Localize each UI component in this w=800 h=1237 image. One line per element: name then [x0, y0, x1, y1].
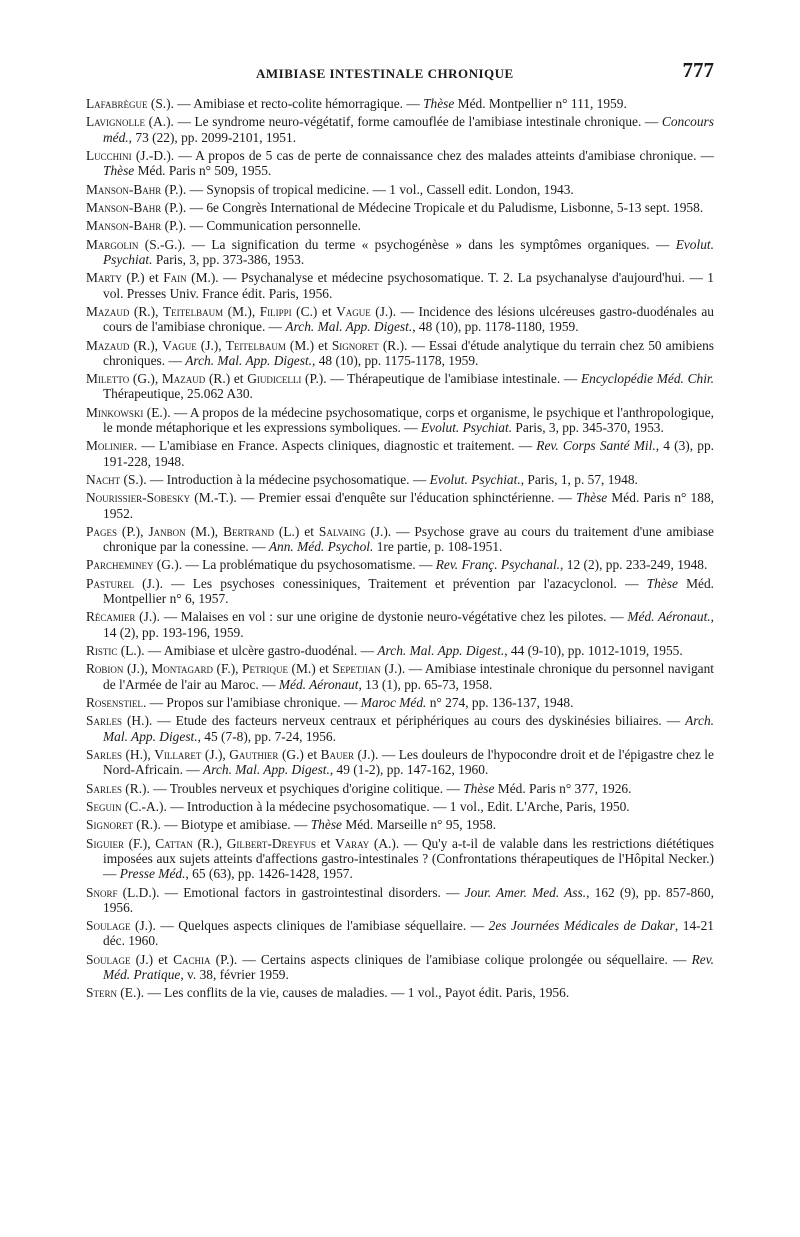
author-name: Janbon [148, 523, 186, 539]
entry-text: (S.). — Introduction à la médecine psychosomatique. — [120, 471, 430, 487]
entry-text: Méd. Montpellier n° 6, 1957. [103, 575, 714, 607]
author-name: Manson-Bahr [86, 199, 162, 215]
author-name: Mazaud [161, 371, 206, 387]
source-title: Maroc Méd. [360, 695, 427, 711]
entry-text: , 45 (7-8), pp. 7-24, 1956. [197, 728, 336, 744]
author-name: Siguier [86, 835, 124, 851]
author-name: Signoret [331, 337, 379, 353]
entry-text: Méd. Paris n° 188, 1952. [103, 490, 714, 521]
entry-text: , 48 (10), pp. 1175-1178, 1959. [312, 352, 479, 368]
author-name: Villaret [154, 747, 202, 763]
source-title: Thèse [103, 163, 135, 179]
author-name: Marty [86, 270, 122, 286]
entry-text: (R.). — Biotype et amibiase. — [132, 817, 311, 833]
entry-text: (P.). — Synopsis of tropical medicine. — 1 vol., Cassell edit. London, 1943. [161, 181, 574, 197]
entry-text: (J.), [201, 747, 230, 763]
author-name: Manson-Bahr [86, 181, 162, 197]
bibliography-entry [86, 338, 714, 368]
entry-text: (A.). — Le syndrome neuro-végétatif, forme camouflée de l'amibiase intestinale chronique. — [145, 114, 662, 130]
author-name: Bertrand [223, 523, 274, 539]
bibliography-entry [86, 200, 714, 215]
source-title: Rev. Corps Santé Mil. [536, 438, 656, 454]
entry-text: , 162 (9), pp. 857-860, 1956. [103, 884, 714, 915]
source-title: Presse Méd. [119, 866, 186, 882]
entry-text: (F.), [123, 835, 156, 851]
entry-text: (H.). — Etude des facteurs nerveux centraux et périphériques au cours des dyskinésies biliaires. — [121, 713, 686, 729]
entry-text: (P.). — Certains aspects cliniques de l'amibiase colique prolongée ou séquellaire. — [210, 951, 692, 967]
bibliography-entry [86, 836, 714, 882]
author-name: Lafabrègue [86, 96, 148, 111]
source-title: Méd. Aéronaut. [627, 609, 711, 625]
source-title: Thèse [646, 575, 678, 591]
entry-text: Thérapeutique, 25.062 A30. [103, 386, 253, 402]
entry-text: (G.). — La problématique du psychosomatisme. — [153, 557, 436, 573]
entry-text: (C.-A.). — Introduction à la médecine psychosomatique. — 1 vol., Edit. L'Arche, Paris, 1950. [121, 799, 630, 815]
author-name: Signoret [86, 817, 133, 833]
author-name: Teitelbaum [162, 303, 224, 319]
entry-text: 1re partie, p. 108-1951. [373, 539, 503, 555]
entry-text: (R.), [129, 303, 163, 319]
bibliography-entry [86, 114, 714, 144]
entry-text: (A.). — Qu'y a-t-il de valable dans les restrictions diététiques imposées aux sujets atteints d'affections gastro-intestinales ? (Confrontations thérapeutiques de l'Hôpital Necker.) — [103, 835, 714, 882]
entry-text: Méd. Paris n° 509, 1955. [134, 163, 272, 179]
bibliography-entry [86, 490, 714, 520]
bibliography-entry [86, 148, 714, 178]
entry-text: (L.) et [273, 523, 319, 539]
entry-text: (M.), [185, 523, 224, 539]
author-name: Cattan [155, 835, 193, 851]
source-title: Arch. Mal. App. Digest. [285, 319, 413, 335]
entry-text: (H.), [121, 747, 155, 763]
source-title: Arch. Mal. App. Digest. [377, 643, 505, 659]
source-title: Evolut. Psychiat. [420, 419, 513, 435]
author-name: Snorf [86, 884, 118, 900]
author-name: Gilbert-Dreyfus [226, 835, 316, 851]
entry-text: (E.). — A propos de la médecine psychosomatique, corps et organisme, le psychique et l'anthropologique, le monde métaphorique et les expressions symboliques. — [103, 404, 714, 435]
author-name: Miletto [86, 371, 130, 387]
entry-text: (J.). — Incidence des lésions ulcéreuses gastro-duodénales au cours de l'amibiase chronique. — [103, 303, 714, 335]
entry-text: (R.), [129, 337, 163, 353]
source-title: Concours méd. [103, 114, 714, 145]
entry-text: (P.). — Communication personnelle. [161, 218, 362, 234]
entry-text: (J.), [123, 661, 152, 677]
entry-text: n° 274, pp. 136-137, 1948. [426, 695, 574, 711]
entry-text: (M.). — Psychanalyse et médecine psychosomatique. T. 2. La psychanalyse d'aujourd'hui. — 1 vol. Presses Univ. France édit. Paris, 1956. [103, 270, 715, 301]
source-title: Jour. Amer. Med. Ass. [464, 884, 587, 900]
author-name: Bauer [320, 747, 354, 763]
bibliography-entry [86, 524, 714, 554]
author-name: Pasturel [86, 575, 134, 591]
author-name: Seguin [86, 799, 122, 815]
entry-text: (R.). — Troubles nerveux et psychiques d'origine colitique. — [121, 780, 464, 796]
author-name: Salvaing [318, 523, 366, 539]
entry-text: , 48 (10), pp. 1178-1180, 1959. [412, 319, 579, 335]
author-name: Rosenstiel [86, 695, 143, 711]
entry-text: (P.), [116, 523, 149, 539]
author-name: Soulage [86, 951, 131, 967]
bibliography-list [86, 96, 714, 1001]
entry-text: , v. 38, février 1959. [180, 966, 289, 982]
author-name: Stern [86, 985, 117, 1001]
entry-text: (J.) et [130, 951, 174, 967]
author-name: Montagard [151, 661, 213, 677]
source-title: Thèse [576, 490, 608, 506]
document-page [86, 58, 714, 1004]
entry-text: (R.) et [205, 371, 248, 387]
entry-text: (J.), [196, 337, 226, 353]
entry-text: (R.), [192, 835, 227, 851]
page-header [86, 58, 714, 90]
bibliography-entry [86, 817, 714, 832]
author-name: Lucchini [86, 147, 132, 163]
source-title: Evolut. Psychiat. [103, 236, 714, 267]
author-name: Petrique [242, 661, 288, 677]
entry-text: (L.). — Amibiase et ulcère gastro-duodénal. — [117, 643, 378, 659]
entry-text: , 12 (2), pp. 233-249, 1948. [560, 557, 708, 573]
bibliography-entry [86, 952, 714, 982]
source-title: Méd. Aéronaut [278, 676, 359, 692]
entry-text: (M.) et [288, 661, 333, 677]
author-name: Sepetjian [332, 661, 381, 677]
entry-text: Méd. Paris n° 377, 1926. [494, 780, 632, 796]
entry-text: , 4 (3), pp. 191-228, 1948. [103, 438, 714, 469]
author-name: Soulage [86, 918, 131, 934]
author-name: Molinier [86, 438, 134, 454]
bibliography-entry [86, 96, 714, 111]
entry-text: (G.), [129, 371, 162, 387]
bibliography-entry [86, 304, 714, 334]
bibliography-entry [86, 918, 714, 948]
author-name: Vague [336, 303, 371, 319]
entry-text: Paris, 3, pp. 345-370, 1953. [512, 419, 664, 435]
entry-text: , 44 (9-10), pp. 1012-1019, 1955. [504, 643, 683, 659]
source-title: Rev. Méd. Pratique [103, 951, 714, 982]
bibliography-entry [86, 781, 714, 796]
bibliography-entry [86, 643, 714, 658]
entry-text: (J.). — Les psychoses conessiniques, Traitement et prévention par l'azacyclonol. — [133, 575, 647, 591]
source-title: Arch. Mal. App. Digest. [103, 713, 714, 744]
author-name: Filippi [259, 303, 292, 319]
bibliography-entry [86, 713, 714, 743]
bibliography-entry [86, 661, 714, 691]
bibliography-entry [86, 405, 714, 435]
bibliography-entry [86, 609, 714, 639]
bibliography-entry [86, 472, 714, 487]
author-name: Manson-Bahr [86, 218, 162, 234]
entry-text: (M.-T.). — Premier essai d'enquête sur l'éducation sphinctérienne. — [190, 490, 576, 506]
entry-text: , 49 (1-2), pp. 147-162, 1960. [329, 762, 489, 778]
entry-text: Méd. Montpellier n° 111, 1959. [454, 96, 627, 111]
author-name: Lavignolle [86, 114, 146, 130]
bibliography-entry [86, 695, 714, 710]
author-name: Nacht [86, 471, 121, 487]
source-title: Arch. Mal. App. Digest. [203, 762, 330, 778]
source-title: Thèse [423, 96, 455, 111]
entry-text: (S.-G.). — La signification du terme « psychogénèse » dans les symptômes organiques. — [138, 236, 676, 252]
entry-text: . — Propos sur l'amibiase chronique. — [142, 695, 361, 711]
entry-text: , 13 (1), pp. 65-73, 1958. [358, 676, 493, 692]
entry-text: (P.) et [121, 270, 164, 286]
entry-text: et [316, 835, 335, 851]
author-name: Sarles [86, 713, 122, 729]
bibliography-entry [86, 747, 714, 777]
bibliography-entry [86, 438, 714, 468]
source-title: Rev. Franç. Psychanal. [435, 557, 561, 573]
entry-text: , Paris, 1, p. 57, 1948. [520, 471, 638, 487]
author-name: Giudicelli [247, 371, 302, 387]
page-number: 777 [682, 58, 714, 82]
author-name: Varay [334, 835, 370, 851]
author-name: Gauthier [229, 747, 279, 763]
entry-text: , 14 (2), pp. 193-196, 1959. [103, 609, 715, 640]
source-title: Evolut. Psychiat. [429, 471, 521, 487]
entry-text: , 14-21 déc. 1960. [103, 918, 714, 949]
entry-text: (J.). — Les douleurs de l'hypocondre droit et de l'épigastre chez le Nord-Africain. — [103, 747, 714, 778]
author-name: Mazaud [86, 303, 130, 319]
author-name: Mazaud [86, 337, 130, 353]
source-title: Arch. Mal. App. Digest. [185, 352, 313, 368]
entry-text: (P.). — 6e Congrès International de Médecine Tropicale et du Paludisme, Lisbonne, 5-13 sept. 1958. [161, 199, 704, 215]
entry-text: (S.). — Amibiase et recto-colite hémorragique. — [147, 96, 424, 111]
author-name: Cachia [173, 951, 211, 967]
bibliography-entry [86, 799, 714, 814]
entry-text: Paris, 3, pp. 373-386, 1953. [152, 251, 305, 267]
author-name: Vague [162, 337, 197, 353]
bibliography-entry [86, 557, 714, 572]
source-title: Ann. Méd. Psychol. [268, 539, 374, 555]
source-title: Thèse [310, 817, 342, 833]
bibliography-entry [86, 371, 714, 401]
author-name: Sarles [86, 747, 122, 763]
entry-text: (P.). — Thérapeutique de l'amibiase intestinale. — [301, 371, 581, 387]
bibliography-entry [86, 237, 714, 267]
author-name: Minkowski [86, 404, 144, 420]
entry-text: (J.). — Psychose grave au cours du traitement d'une amibiase chronique par la conessine. — [103, 523, 714, 555]
author-name: Robion [86, 661, 124, 677]
bibliography-entry [86, 270, 714, 300]
entry-text: (J.-D.). — A propos de 5 cas de perte de connaissance chez des malades atteints d'amibiase chronique. — [131, 147, 714, 163]
entry-text: (J.). — Malaises en vol : sur une origine de dystonie neuro-végétative chez les pilotes. — [135, 609, 628, 625]
author-name: Nourissier-Sobesky [86, 490, 191, 506]
entry-text: , 65 (63), pp. 1426-1428, 1957. [185, 866, 353, 882]
entry-text: Méd. Marseille n° 95, 1958. [341, 817, 497, 833]
entry-text: (J.). — Quelques aspects cliniques de l'amibiase séquellaire. — [130, 918, 489, 934]
entry-text: (C.) et [291, 303, 337, 319]
author-name: Fain [163, 270, 187, 286]
author-name: Pages [86, 523, 117, 539]
source-title: Thèse [463, 780, 495, 796]
source-title: 2es Journées Médicales de Dakar [488, 918, 675, 934]
entry-text: (J.). — Amibiase intestinale chronique du personnel navigant de l'Armée de l'air au Maroc. — [103, 661, 714, 692]
source-title: Encyclopédie Méd. Chir. [580, 371, 714, 387]
entry-text: (L.D.). — Emotional factors in gastrointestinal disorders. — [117, 884, 465, 900]
bibliography-entry [86, 576, 714, 606]
author-name: Récamier [86, 609, 136, 625]
bibliography-entry [86, 985, 714, 1000]
author-name: Sarles [86, 780, 122, 796]
author-name: Margolin [86, 236, 139, 252]
entry-text: (M.), [223, 303, 260, 319]
bibliography-entry [86, 182, 714, 197]
bibliography-entry [86, 218, 714, 233]
author-name: Parcheminey [86, 557, 154, 573]
author-name: Ristic [86, 643, 118, 659]
entry-text: , 73 (22), pp. 2099-2101, 1951. [128, 129, 297, 145]
entry-text: (E.). — Les conflits de la vie, causes de maladies. — 1 vol., Payot édit. Paris, 1956. [116, 985, 570, 1001]
entry-text: (R.). — Essai d'étude analytique du terrain chez 50 amibiens chroniques. — [103, 337, 714, 368]
author-name: Teitelbaum [225, 337, 286, 353]
entry-text: (M.) et [285, 337, 332, 353]
entry-text: (F.), [213, 661, 243, 677]
running-title: AMIBIASE INTESTINALE CHRONIQUE [256, 66, 514, 81]
entry-text: . — L'amibiase en France. Aspects cliniques, diagnostic et traitement. — [133, 438, 537, 454]
entry-text: (G.) et [278, 747, 321, 763]
bibliography-entry [86, 885, 714, 915]
